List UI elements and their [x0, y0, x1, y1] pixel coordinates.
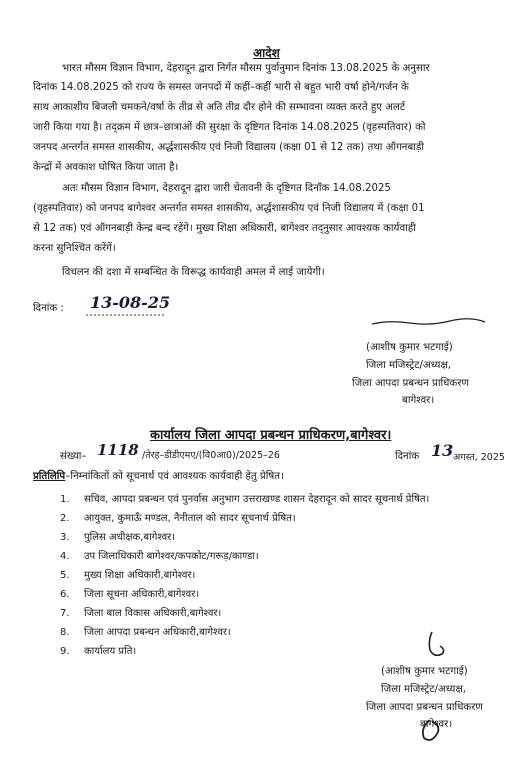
item-text: आयुक्त, कुमाऊँ मण्डल, नैनीताल को सादर सूचनार्थ प्रेषित। [84, 513, 296, 524]
office-date-label: दिनांक [395, 451, 420, 462]
list-item [60, 491, 429, 505]
item-number: 2. [60, 513, 70, 524]
item-number: 7. [60, 608, 70, 619]
para1-line: भारत मौसम विज्ञान विभाग, देहरादून द्वारा निर्गत मौसम पुर्वानुमान दिनांक 13.08.2025 के अनुसार [62, 63, 430, 74]
item-text: कार्यालय प्रति। [84, 646, 137, 657]
item-number: 9. [60, 646, 70, 657]
copy-rest: –निम्नांकितों को सूचनार्थ एवं आवश्यक कार्यवाही हेतु प्रेषित। [65, 471, 284, 482]
para2-line: (वृहस्पतिवार) को जनपद बागेश्वर अन्तर्गत समस्त शासकीय, अर्द्धशासकीय एवं निजी विद्यालय में (कक्षा 01 [33, 203, 425, 214]
para1-line: जनपद अन्तर्गत समस्त शासकीय, अर्द्धशासकीय एवं निजी विद्यालय (कक्षा 01 से 12 तक) तथा ऑगनबाड़ी [33, 142, 425, 153]
date-underline [86, 313, 166, 317]
office-date-rest: अगस्त, 2025 [453, 452, 505, 463]
list-item [60, 567, 195, 581]
list-item [60, 548, 259, 562]
signatory-place: बागेश्वर। [402, 395, 435, 406]
para2-line: से 12 तक) एवं ऑगनबाड़ी केन्द्र बन्द रहेंगे। मुख्य शिक्षा अधिकारी, बागेश्वर तद्नुसार आवश्यक कार्यवाही [33, 223, 416, 234]
signatory-authority: जिला आपदा प्रबन्धन प्राधिकरण [366, 702, 483, 713]
item-number: 6. [60, 589, 70, 600]
signature-mark [370, 312, 490, 334]
order-date-handwritten: 13-08-25 [90, 293, 171, 312]
item-text: जिला बाल विकास अधिकारी,बागेश्वर। [84, 608, 222, 619]
item-number: 3. [60, 532, 70, 543]
item-text: सचिव, आपदा प्रबन्धन एवं पुनर्वास अनुभाग उत्तराखण्ड शासन देहरादून को सादर सूचनार्थ प्रेषित। [84, 494, 430, 505]
list-item [60, 529, 175, 543]
item-text: उप जिलाधिकारी बागेश्वर/कपकोट/गरूड़/काण्डा। [84, 551, 259, 562]
para3: विचलन की दशा में सम्बन्धित के विरूद्ध कार्यवाही अमल में लाई जायेगी। [62, 267, 325, 278]
item-text: जिला आपदा प्रबन्धन अधिकारी,बागेश्वर। [84, 627, 231, 638]
signatory-place: बागेश्वर। [420, 719, 453, 730]
list-item [60, 624, 231, 638]
list-item [60, 643, 136, 657]
item-number: 5. [60, 570, 70, 581]
ref-rest: /तेरह–डीडीएमए/(वि0आ0)/2025–26 [142, 450, 280, 461]
signatory-name: (आशीष कुमार भटगाई) [381, 666, 468, 677]
list-item [60, 605, 221, 619]
ref-number-handwritten: 1118 [97, 441, 139, 459]
list-item [60, 586, 199, 600]
item-number: 8. [60, 627, 70, 638]
copy-label: प्रतिलिपि [33, 471, 66, 482]
para1-line: साथ आकाशीय बिजली चमकने/वर्षा के तीव्र से अति तीव्र दौर होने की सम्भावना व्यक्त करते हुए अलर्ट [33, 102, 405, 113]
office-date-handwritten: 13 [431, 441, 454, 460]
para1-line: जारी किया गया है। तद्क्रम में छात्र–छात्राओं की सुरक्षा के दृष्टिगत दिनांक 14.08.2025 (वृहस्पतिवार) को [33, 122, 426, 133]
ref-label: संख्या– [60, 451, 87, 462]
list-item [60, 510, 296, 524]
item-text: मुख्य शिक्षा अधिकारी,बागेश्वर। [84, 570, 196, 581]
item-number: 1. [60, 494, 70, 505]
item-text: पुलिस अधीक्षक,बागेश्वर। [84, 532, 176, 543]
signatory-designation: जिला मजिस्ट्रेट/अध्यक्ष, [381, 684, 467, 695]
para1-line: केन्द्रों में अवकाश घोषित किया जाता है। [33, 162, 179, 173]
order-heading: आदेश [253, 46, 280, 60]
item-number: 4. [60, 551, 70, 562]
signatory-designation: जिला मजिस्ट्रेट/अध्यक्ष, [366, 360, 452, 371]
item-text: जिला सूचना अधिकारी,बागेश्वर। [84, 589, 200, 600]
office-title: कार्यालय जिला आपदा प्रबन्धन प्राधिकरण,बागेश्वर। [150, 428, 392, 443]
signatory-authority: जिला आपदा प्रबन्धन प्राधिकरण [352, 378, 469, 389]
copy-line [33, 468, 284, 482]
para2-line: करना सुनिश्चित करेंगें। [33, 243, 116, 254]
para2-line: अतः मौसम विज्ञान विभाग, देहरादून द्वारा जारी चेतावनी के दृष्टिगत दिनॉक 14.08.2025 [62, 183, 391, 194]
para1-line: दिनांक 14.08.2025 को राज्य के समस्त जनपदों में कहीं–कहीं भारी से बहुत भारी वर्षा होने/गर्जन के [33, 82, 409, 93]
order-date-label: दिनांक : [33, 303, 64, 314]
signatory-name: (आशीष कुमार भटगाई) [366, 342, 453, 353]
